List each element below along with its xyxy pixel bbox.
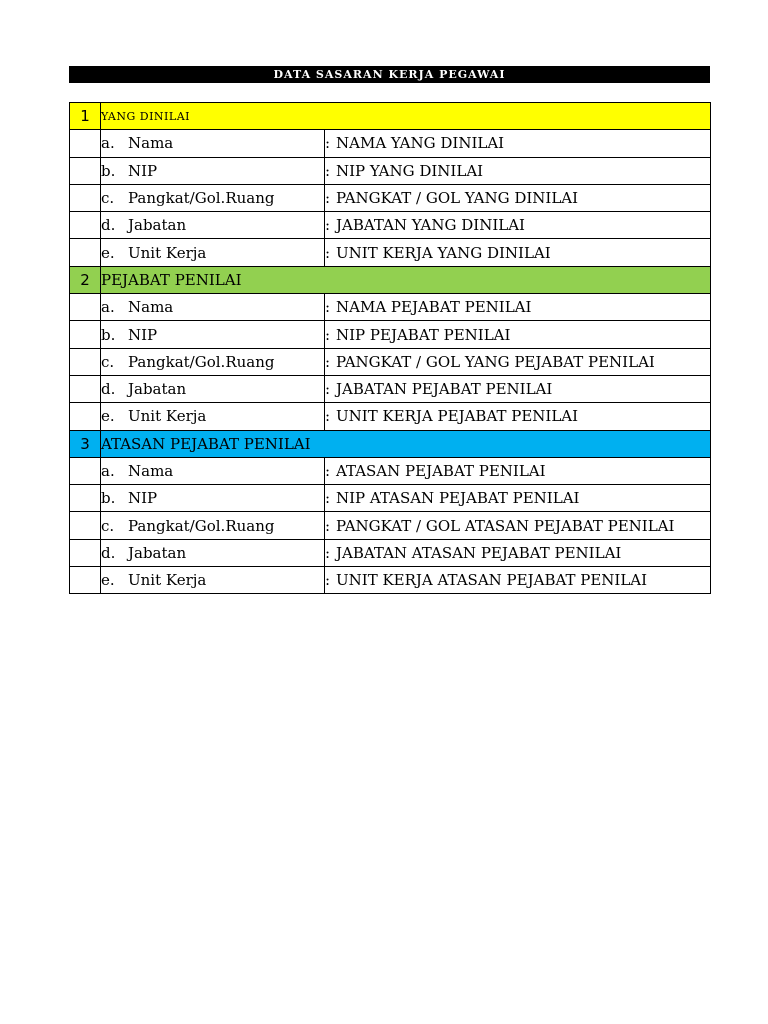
section-header-row — [70, 430, 711, 457]
field-value-cell — [325, 130, 711, 157]
field-label: Nama — [128, 462, 174, 480]
field-label-cell — [101, 321, 325, 348]
separator-colon: : — [325, 516, 331, 535]
blank-cell — [70, 321, 101, 348]
field-label: NIP — [128, 489, 158, 508]
separator-colon: : — [325, 407, 331, 426]
blank-cell — [70, 184, 101, 211]
field-label-cell — [101, 348, 325, 375]
field-label-cell — [101, 130, 325, 157]
field-value-cell — [325, 212, 711, 239]
field-letter: a. — [101, 298, 115, 317]
section-title: ATASAN PEJABAT PENILAI — [101, 430, 711, 457]
section-number: 3 — [70, 430, 101, 457]
field-value-cell — [325, 184, 711, 211]
field-label-cell — [101, 512, 325, 539]
employee-data-table — [69, 102, 711, 594]
field-letter: b. — [101, 161, 116, 180]
table-row — [70, 184, 711, 211]
section-header-row — [70, 266, 711, 293]
field-value: UNIT KERJA ATASAN PEJABAT PENILAI — [336, 571, 648, 590]
field-value: PANGKAT / GOL ATASAN PEJABAT PENILAI — [336, 516, 675, 535]
field-value: JABATAN YANG DINILAI — [336, 216, 525, 235]
field-value-cell — [325, 567, 711, 594]
field-letter: d. — [101, 543, 116, 562]
field-label-cell — [101, 239, 325, 266]
field-value: NAMA YANG DINILAI — [336, 134, 505, 153]
field-label: Jabatan — [128, 543, 187, 562]
field-label: Pangkat/Gol.Ruang — [128, 189, 275, 208]
field-value-cell — [325, 403, 711, 430]
field-label-cell — [101, 539, 325, 566]
table-row — [70, 457, 711, 484]
blank-cell — [70, 512, 101, 539]
field-value: JABATAN PEJABAT PENILAI — [336, 380, 553, 399]
table-row — [70, 512, 711, 539]
field-value-cell — [325, 157, 711, 184]
field-value: NIP ATASAN PEJABAT PENILAI — [336, 489, 580, 508]
separator-colon: : — [325, 462, 331, 480]
field-letter: d. — [101, 216, 116, 235]
field-letter: c. — [101, 352, 115, 371]
field-value-cell — [325, 321, 711, 348]
separator-colon: : — [325, 543, 331, 562]
field-letter: b. — [101, 325, 116, 344]
section-number: 2 — [70, 266, 101, 293]
field-value-cell — [325, 539, 711, 566]
table-row — [70, 403, 711, 430]
separator-colon: : — [325, 352, 331, 371]
blank-cell — [70, 157, 101, 184]
table-row — [70, 294, 711, 321]
field-letter: c. — [101, 189, 115, 208]
blank-cell — [70, 485, 101, 512]
field-letter: b. — [101, 489, 116, 508]
separator-colon: : — [325, 298, 331, 317]
section-number: 1 — [70, 103, 101, 130]
field-label: Unit Kerja — [128, 243, 207, 262]
field-letter: e. — [101, 243, 115, 262]
separator-colon: : — [325, 216, 331, 235]
blank-cell — [70, 130, 101, 157]
field-value-cell — [325, 512, 711, 539]
table-row — [70, 375, 711, 402]
field-value: UNIT KERJA PEJABAT PENILAI — [336, 407, 579, 426]
field-label: Pangkat/Gol.Ruang — [128, 352, 275, 371]
field-label: Unit Kerja — [128, 407, 207, 426]
separator-colon: : — [325, 189, 331, 208]
field-value-cell — [325, 485, 711, 512]
field-label-cell — [101, 567, 325, 594]
blank-cell — [70, 457, 101, 484]
field-value: JABATAN ATASAN PEJABAT PENILAI — [336, 543, 622, 562]
field-value-cell — [325, 294, 711, 321]
table-row — [70, 239, 711, 266]
field-label: Pangkat/Gol.Ruang — [128, 516, 275, 535]
table-row — [70, 485, 711, 512]
separator-colon: : — [325, 571, 331, 590]
field-value: NIP PEJABAT PENILAI — [336, 325, 511, 344]
table-row — [70, 212, 711, 239]
field-value-cell — [325, 375, 711, 402]
field-letter: a. — [101, 462, 115, 480]
blank-cell — [70, 239, 101, 266]
separator-colon: : — [325, 325, 331, 344]
blank-cell — [70, 375, 101, 402]
section-title: PEJABAT PENILAI — [101, 266, 711, 293]
field-label-cell — [101, 294, 325, 321]
field-label: Nama — [128, 298, 174, 317]
field-letter: d. — [101, 380, 116, 399]
field-label-cell — [101, 457, 325, 484]
separator-colon: : — [325, 243, 331, 262]
separator-colon: : — [325, 489, 331, 508]
section-header-row — [70, 103, 711, 130]
blank-cell — [70, 567, 101, 594]
field-label-cell — [101, 375, 325, 402]
field-label-cell — [101, 184, 325, 211]
separator-colon: : — [325, 161, 331, 180]
blank-cell — [70, 403, 101, 430]
field-value: NAMA PEJABAT PENILAI — [336, 298, 532, 317]
field-value-cell — [325, 239, 711, 266]
document-title: DATA SASARAN KERJA PEGAWAI — [69, 66, 710, 83]
separator-colon: : — [325, 134, 331, 153]
field-label: Jabatan — [128, 380, 187, 399]
field-value-cell — [325, 457, 711, 484]
field-label-cell — [101, 212, 325, 239]
blank-cell — [70, 348, 101, 375]
field-label-cell — [101, 403, 325, 430]
table-row — [70, 348, 711, 375]
section-title: YANG DINILAI — [101, 103, 711, 130]
field-letter: c. — [101, 516, 115, 535]
blank-cell — [70, 212, 101, 239]
table-row — [70, 157, 711, 184]
table-row — [70, 130, 711, 157]
field-label-cell — [101, 157, 325, 184]
separator-colon: : — [325, 380, 331, 399]
field-value-cell — [325, 348, 711, 375]
field-label: NIP — [128, 161, 158, 180]
table-row — [70, 321, 711, 348]
field-value: NIP YANG DINILAI — [336, 161, 484, 180]
blank-cell — [70, 539, 101, 566]
field-value: ATASAN PEJABAT PENILAI — [336, 462, 546, 480]
table-row — [70, 539, 711, 566]
table-row — [70, 567, 711, 594]
field-label: Nama — [128, 134, 174, 153]
field-letter: e. — [101, 407, 115, 426]
field-label-cell — [101, 485, 325, 512]
field-label: NIP — [128, 325, 158, 344]
field-label: Unit Kerja — [128, 571, 207, 590]
field-value: PANGKAT / GOL YANG PEJABAT PENILAI — [336, 352, 655, 371]
field-value: UNIT KERJA YANG DINILAI — [336, 243, 551, 262]
field-value: PANGKAT / GOL YANG DINILAI — [336, 189, 579, 208]
blank-cell — [70, 294, 101, 321]
field-letter: e. — [101, 571, 115, 590]
field-letter: a. — [101, 134, 115, 153]
field-label: Jabatan — [128, 216, 187, 235]
